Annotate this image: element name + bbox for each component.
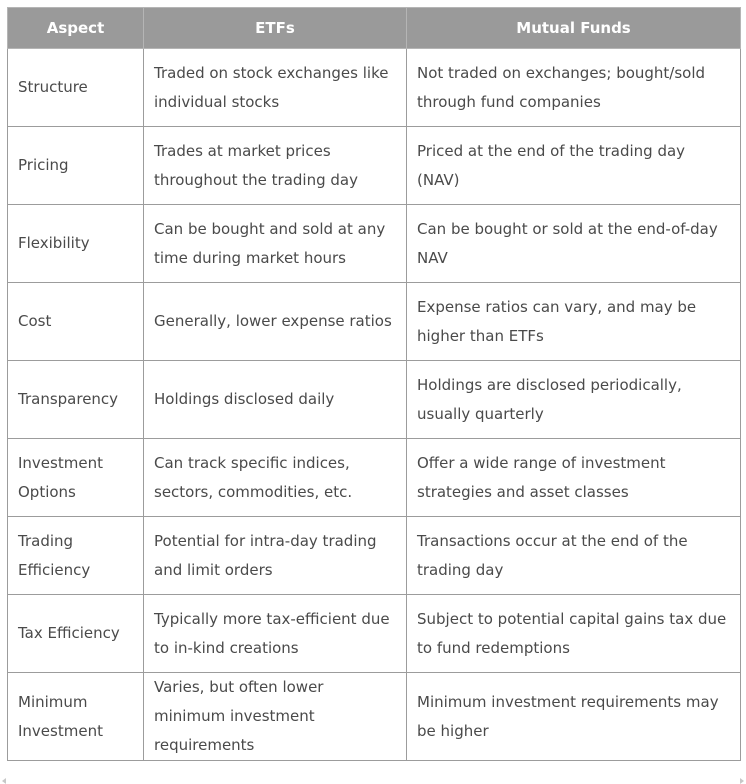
table-row — [8, 439, 741, 517]
row-etf-cell: Holdings disclosed daily — [144, 361, 407, 439]
row-mutual-fund-cell: Transactions occur at the end of the trading day — [407, 517, 741, 595]
row-mutual-fund-cell: Can be bought or sold at the end-of-day NAV — [407, 205, 741, 283]
table-header-row — [8, 8, 741, 49]
row-aspect-cell: Transparency — [8, 361, 144, 439]
header-etfs: ETFs — [144, 8, 407, 49]
row-etf-cell: Can track specific indices, sectors, commodities, etc. — [144, 439, 407, 517]
table-row — [8, 283, 741, 361]
row-aspect-cell: Investment Options — [8, 439, 144, 517]
row-etf-cell: Varies, but often lower minimum investment requirements — [144, 673, 407, 761]
table-row — [8, 49, 741, 127]
row-aspect-cell: Minimum Investment — [8, 673, 144, 761]
row-mutual-fund-cell: Holdings are disclosed periodically, usually quarterly — [407, 361, 741, 439]
header-mutual-funds: Mutual Funds — [407, 8, 741, 49]
row-aspect-cell: Trading Efficiency — [8, 517, 144, 595]
row-etf-cell: Generally, lower expense ratios — [144, 283, 407, 361]
table-row — [8, 127, 741, 205]
row-mutual-fund-cell: Priced at the end of the trading day (NAV) — [407, 127, 741, 205]
table-row — [8, 673, 741, 761]
table-row — [8, 361, 741, 439]
scroll-left-arrow-icon[interactable] — [2, 778, 6, 784]
row-etf-cell: Trades at market prices throughout the trading day — [144, 127, 407, 205]
comparison-table-container — [7, 7, 740, 761]
row-aspect-cell: Flexibility — [8, 205, 144, 283]
row-mutual-fund-cell: Minimum investment requirements may be higher — [407, 673, 741, 761]
row-mutual-fund-cell: Offer a wide range of investment strategies and asset classes — [407, 439, 741, 517]
row-etf-cell: Potential for intra-day trading and limit orders — [144, 517, 407, 595]
row-mutual-fund-cell: Subject to potential capital gains tax due to fund redemptions — [407, 595, 741, 673]
row-etf-cell: Traded on stock exchanges like individual stocks — [144, 49, 407, 127]
row-aspect-cell: Structure — [8, 49, 144, 127]
row-mutual-fund-cell: Expense ratios can vary, and may be higher than ETFs — [407, 283, 741, 361]
row-etf-cell: Can be bought and sold at any time during market hours — [144, 205, 407, 283]
row-aspect-cell: Tax Efficiency — [8, 595, 144, 673]
row-aspect-cell: Pricing — [8, 127, 144, 205]
row-etf-cell: Typically more tax-efficient due to in-kind creations — [144, 595, 407, 673]
header-aspect: Aspect — [8, 8, 144, 49]
row-mutual-fund-cell: Not traded on exchanges; bought/sold through fund companies — [407, 49, 741, 127]
table-row — [8, 205, 741, 283]
row-aspect-cell: Cost — [8, 283, 144, 361]
horizontal-scrollbar[interactable] — [0, 778, 746, 784]
etf-vs-mutual-funds-table — [7, 7, 741, 761]
table-row — [8, 595, 741, 673]
table-row — [8, 517, 741, 595]
scroll-right-arrow-icon[interactable] — [740, 778, 744, 784]
